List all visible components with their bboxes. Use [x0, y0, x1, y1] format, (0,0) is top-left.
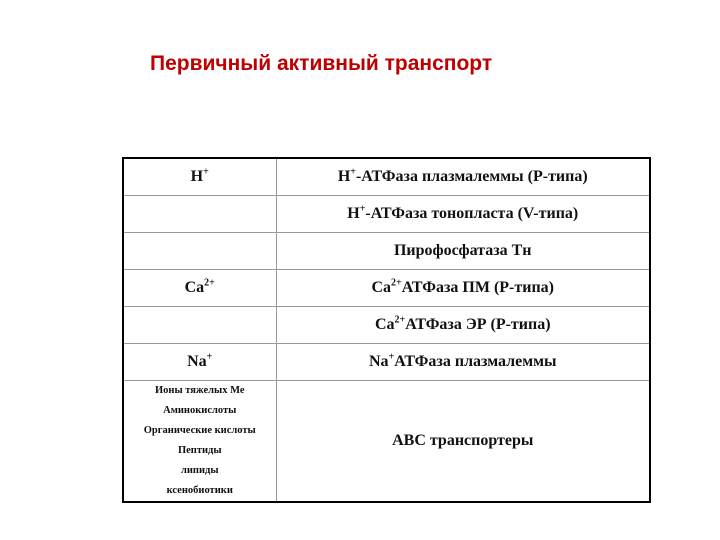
enzyme-name: АВС транспортеры [392, 432, 534, 449]
list-item: Пептиды [177, 445, 222, 456]
ion-charge: + [203, 166, 209, 178]
empty-cell [123, 196, 276, 233]
enzyme-name: Пирофосфатаза Тн [393, 242, 532, 259]
enzyme-name: -АТФаза плазмалеммы (Р-типа) [355, 168, 588, 185]
slide-title: Первичный активный транспорт [150, 52, 493, 75]
ion-cell [123, 270, 276, 307]
ion-charge: + [206, 351, 213, 363]
substrate-list [124, 381, 276, 501]
empty-cell [123, 233, 276, 270]
table-row [123, 233, 650, 270]
enzyme-prefix: H [337, 168, 351, 185]
empty-cell [123, 307, 276, 344]
ion-charge: 2+ [204, 277, 215, 289]
enzyme-charge: + [350, 166, 356, 178]
ion-cell [123, 158, 276, 196]
enzyme-cell [276, 381, 650, 503]
list-item: Ионы тяжелых Ме [154, 385, 245, 396]
enzyme-cell [276, 233, 650, 270]
enzyme-name: -АТФаза тонопласта (V-типа) [365, 205, 579, 222]
list-item: ксенобиотики [166, 485, 233, 496]
enzyme-charge: 2+ [394, 314, 406, 326]
table-row [123, 307, 650, 344]
list-item: Органические кислоты [143, 425, 256, 436]
enzyme-prefix: H [347, 205, 360, 222]
enzyme-name: АТФаза ЭР (Р-типа) [405, 316, 551, 333]
enzyme-cell [276, 344, 650, 381]
enzyme-cell [276, 158, 650, 196]
enzyme-cell [276, 270, 650, 307]
enzyme-charge: 2+ [391, 277, 402, 289]
enzyme-prefix: Ca [371, 279, 392, 296]
list-item: Аминокислоты [163, 405, 237, 416]
table-row [123, 381, 650, 503]
enzyme-prefix: Na [368, 353, 389, 370]
ion-symbol: Ca [184, 279, 205, 296]
enzyme-charge: + [359, 203, 366, 215]
ion-symbol: Na [187, 353, 207, 370]
table-row [123, 270, 650, 307]
list-item: липиды [180, 465, 219, 476]
enzyme-name: АТФаза плазмалеммы [394, 353, 557, 370]
ion-cell [123, 344, 276, 381]
table-row [123, 158, 650, 196]
enzyme-prefix: Ca [374, 316, 395, 333]
ion-symbol: H [190, 168, 204, 185]
enzyme-name: АТФаза ПМ (Р-типа) [401, 279, 554, 296]
transport-table [122, 157, 651, 503]
table-row [123, 196, 650, 233]
enzyme-cell [276, 307, 650, 344]
substrate-list-cell [123, 381, 276, 503]
enzyme-cell [276, 196, 650, 233]
table-row [123, 344, 650, 381]
enzyme-charge: + [388, 351, 395, 363]
